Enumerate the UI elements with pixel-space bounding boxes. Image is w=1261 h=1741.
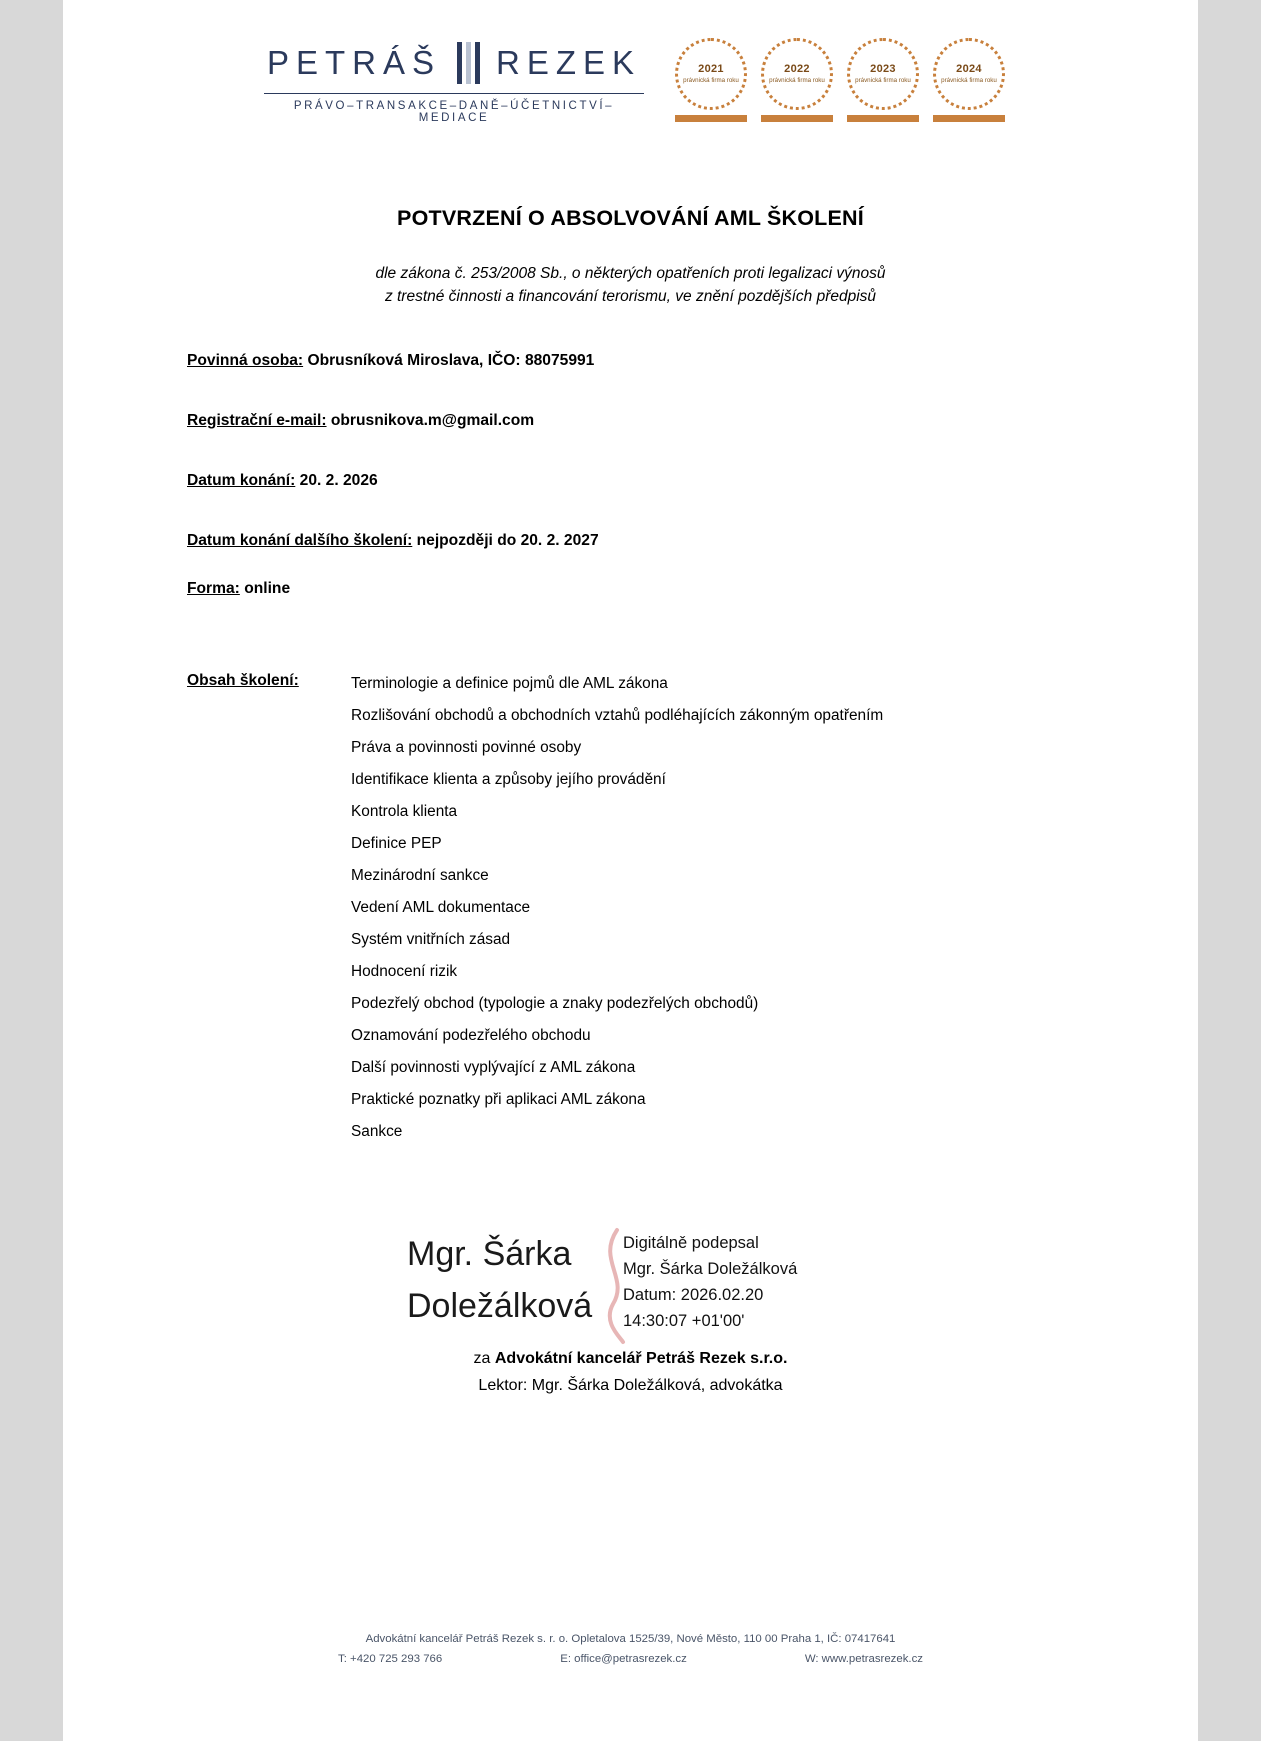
award-year: 2021 (698, 62, 724, 75)
signature-footer-prefix: za (473, 1350, 495, 1367)
training-content-label: Obsah školení: (187, 672, 299, 689)
list-item: Podezřelý obchod (typologie a znaky podezřelých obchodů) (351, 995, 759, 1012)
document-page (63, 0, 1198, 1741)
list-item: Sankce (351, 1123, 403, 1140)
list-item: Práva a povinnosti povinné osoby (351, 739, 582, 756)
field-value: nejpozději do 20. 2. 2027 (416, 532, 599, 549)
award-seal-icon (675, 38, 747, 110)
subtitle-line-1: dle zákona č. 253/2008 Sb., o některých opatřeních proti legalizaci výnosů (375, 265, 886, 282)
field-registration-email (187, 412, 1087, 430)
logo-tagline: PRÁVO–TRANSAKCE–DANĚ–ÚČETNICTVÍ–MEDIACE (293, 100, 615, 124)
field-value: obrusnikova.m@gmail.com (330, 412, 535, 429)
signature-name-line-1: Mgr. Šárka (407, 1235, 572, 1273)
footer-contacts (63, 1649, 1198, 1669)
award-badge (933, 38, 1005, 122)
signature-metadata (623, 1230, 797, 1334)
list-item: Systém vnitřních zásad (351, 931, 511, 948)
page-footer (63, 1629, 1198, 1669)
signature-name-line-2: Doležálková (407, 1287, 593, 1325)
list-item: Kontrola klienta (351, 803, 458, 820)
footer-phone: T: +420 725 293 766 (338, 1653, 443, 1665)
field-next-training-date (187, 532, 1087, 550)
field-value: Obrusníková Miroslava, IČO: 88075991 (307, 352, 595, 369)
award-label: právnická firma roku (941, 77, 997, 85)
logo-bars-icon (457, 42, 480, 84)
field-label: Forma: (187, 580, 240, 597)
list-item: Terminologie a definice pojmů dle AML zákona (351, 675, 668, 692)
award-year: 2024 (956, 62, 982, 75)
signature-company-line (63, 1345, 1198, 1372)
field-label: Datum konání: (187, 472, 296, 489)
award-label: právnická firma roku (855, 77, 911, 85)
signature-meta-line-1: Digitálně podepsal (623, 1234, 759, 1252)
footer-address: Advokátní kancelář Petráš Rezek s. r. o. Opletalova 1525/39, Nové Město, 110 00 Praha 1, IČ: 07417641 (365, 1633, 896, 1645)
award-badge (675, 38, 747, 122)
award-label: právnická firma roku (769, 77, 825, 85)
field-obliged-person (187, 352, 1087, 370)
signature-meta-line-3: Datum: 2026.02.20 (623, 1286, 764, 1304)
document-subtitle (63, 262, 1198, 309)
signature-meta-line-4: 14:30:07 +01'00' (623, 1312, 745, 1330)
award-bar (675, 115, 747, 122)
training-content-list (351, 668, 1107, 1148)
logo-divider (264, 93, 644, 94)
award-bar (933, 115, 1005, 122)
list-item: Rozlišování obchodů a obchodních vztahů podléhajících zákonným opatřením (351, 707, 884, 724)
footer-email: E: office@petrasrezek.cz (560, 1653, 687, 1665)
field-form (187, 580, 1087, 598)
page-title: POTVRZENÍ O ABSOLVOVÁNÍ AML ŠKOLENÍ (397, 206, 864, 230)
list-item: Další povinnosti vyplývající z AML zákona (351, 1059, 636, 1076)
list-item: Mezinárodní sankce (351, 867, 489, 884)
logo-wordmark (259, 42, 649, 84)
signature-lector: Lektor: Mgr. Šárka Doležálková, advokátka (478, 1377, 783, 1394)
logo-word-right: REZEK (496, 44, 642, 81)
list-item: Definice PEP (351, 835, 442, 852)
award-seal-icon (761, 38, 833, 110)
footer-web: W: www.petrasrezek.cz (804, 1653, 923, 1665)
field-date-held (187, 472, 1087, 490)
award-label: právnická firma roku (683, 77, 739, 85)
document-header (63, 28, 1198, 148)
award-seal-icon (847, 38, 919, 110)
document-fields (187, 352, 1087, 628)
award-year: 2022 (784, 62, 810, 75)
signature-meta-line-2: Mgr. Šárka Doležálková (623, 1260, 798, 1278)
award-bar (847, 115, 919, 122)
field-label: Registrační e-mail: (187, 412, 327, 429)
field-label: Povinná osoba: (187, 352, 304, 369)
award-year: 2023 (870, 62, 896, 75)
field-value: 20. 2. 2026 (299, 472, 378, 489)
award-badge (847, 38, 919, 122)
list-item: Identifikace klienta a způsoby jejího provádění (351, 771, 666, 788)
company-logo (259, 42, 649, 124)
field-value: online (244, 580, 291, 597)
subtitle-line-2: z trestné činnosti a financování terorismu, ve znění pozdějších předpisů (384, 288, 877, 306)
award-seal-icon (933, 38, 1005, 110)
list-item: Vedení AML dokumentace (351, 899, 531, 916)
list-item: Oznamování podezřelého obchodu (351, 1027, 591, 1044)
award-seals (675, 38, 1005, 122)
logo-word-left: PETRÁŠ (266, 44, 441, 81)
list-item: Hodnocení rizik (351, 963, 458, 980)
signature-company: Advokátní kancelář Petráš Rezek s.r.o. (494, 1350, 788, 1367)
field-label: Datum konání dalšího školení: (187, 532, 413, 549)
training-content-block (187, 668, 1107, 1148)
signature-footer (63, 1345, 1198, 1399)
award-badge (761, 38, 833, 122)
list-item: Praktické poznatky při aplikaci AML zákona (351, 1091, 646, 1108)
award-bar (761, 115, 833, 122)
